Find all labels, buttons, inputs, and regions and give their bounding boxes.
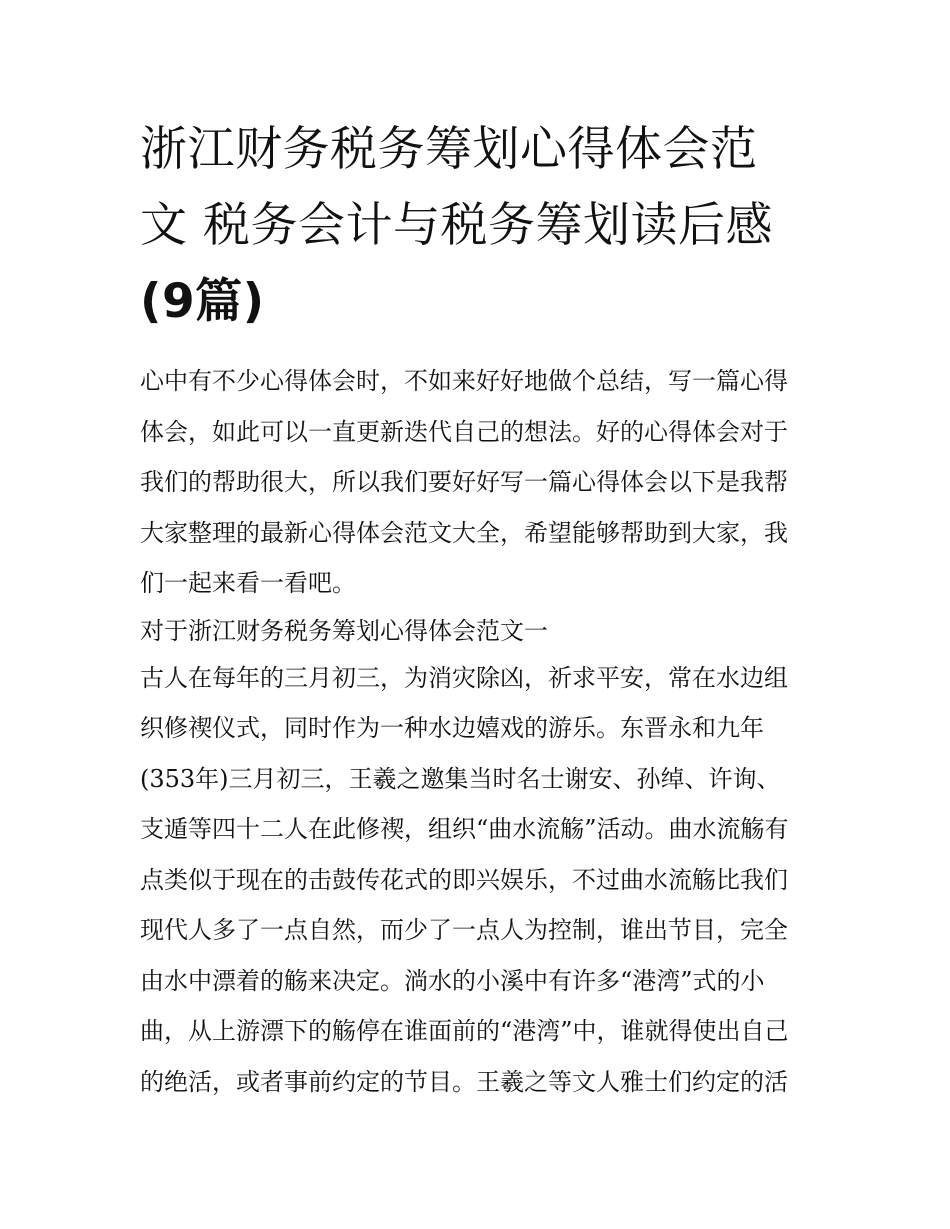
section-line-7: 由水中漂着的觞来决定。淌水的小溪中有许多“港湾”式的小: [140, 966, 765, 995]
document-body: [140, 356, 820, 1107]
intro-line-5: 们一起来看一看吧。: [140, 569, 356, 597]
section-line-1: 古人在每年的三月初三，为消灾除凶，祈求平安，常在水边组: [140, 663, 788, 692]
intro-line-1: 心中有不少心得体会时，不如来好好地做个总结，写一篇心得: [140, 367, 788, 395]
section-line-3: (353年)三月初三，王羲之邀集当时名士谢安、孙绰、许询、: [140, 764, 781, 793]
section-heading: 对于浙江财务税务筹划心得体会范文一: [140, 616, 548, 645]
section-line-6: 现代人多了一点自然，而少了一点人为控制，谁出节目，完全: [140, 916, 788, 944]
intro-line-2: 体会，如此可以一直更新迭代自己的想法。好的心得体会对于: [140, 417, 788, 446]
section-line-8: 曲，从上游漂下的觞停在谁面前的“港湾”中，谁就得使出自己: [140, 1017, 789, 1045]
title-line-1: 浙江财务税务筹划心得体会范: [140, 122, 758, 177]
document-title: [140, 112, 820, 340]
section-line-4: 支遁等四十二人在此修禊，组织“曲水流觞”活动。曲水流觞有: [140, 815, 789, 843]
section-line-2: 织修禊仪式，同时作为一种水边嬉戏的游乐。东晋永和九年: [140, 714, 764, 742]
intro-line-4: 大家整理的最新心得体会范文大全，希望能够帮助到大家，我: [140, 518, 788, 547]
intro-line-3: 我们的帮助很大，所以我们要好好写一篇心得体会以下是我帮: [140, 468, 788, 496]
title-line-3: (9篇): [140, 274, 265, 329]
section-line-9: 的绝活，或者事前约定的节目。王羲之等文人雅士们约定的活: [140, 1067, 788, 1096]
title-line-2: 文 税务会计与税务筹划读后感: [140, 198, 773, 253]
section-line-5: 点类似于现在的击鼓传花式的即兴娱乐，不过曲水流觞比我们: [140, 865, 788, 894]
